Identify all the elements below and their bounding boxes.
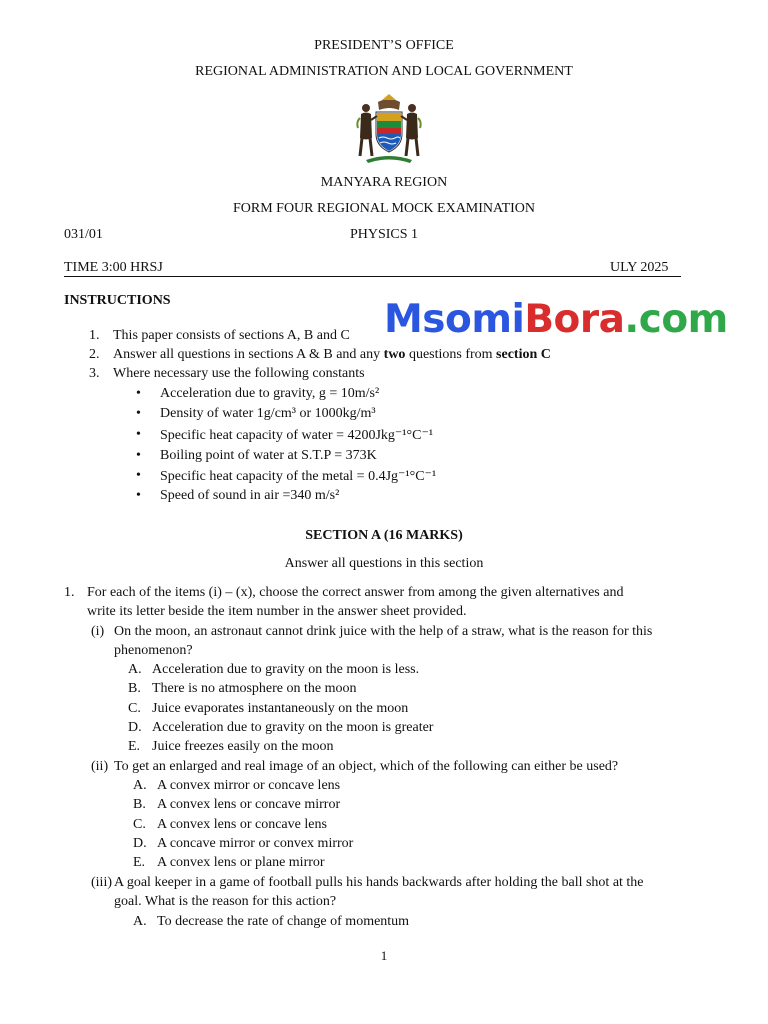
coat-of-arms-emblem	[352, 94, 426, 164]
option-text: A convex lens or concave lens	[157, 817, 327, 832]
time-allowed: TIME 3:00 HRSJ	[64, 260, 163, 275]
option-row	[128, 720, 433, 736]
option-letter: C.	[128, 701, 141, 716]
option-letter: C.	[133, 817, 146, 832]
instruction-text: Where necessary use the following constants	[113, 366, 365, 381]
item-label: (i)	[91, 624, 105, 639]
question-text: For each of the items (i) – (x), choose the correct answer from among the given alternatives and	[87, 585, 624, 600]
item-text: phenomenon?	[114, 643, 193, 658]
option-text: A convex mirror or concave lens	[157, 778, 341, 793]
section-a-title: SECTION A (16 MARKS)	[305, 528, 463, 543]
option-letter: E.	[133, 855, 146, 870]
option-row	[128, 739, 334, 755]
option-row	[133, 778, 340, 794]
item-text: To get an enlarged and real image of an object, which of the following can either be used?	[114, 759, 619, 774]
paper-code: 031/01	[64, 227, 103, 242]
instruction-emphasis: section C	[496, 347, 551, 362]
question-number: 1.	[64, 585, 75, 600]
option-text: To decrease the rate of change of momentum	[157, 914, 410, 929]
option-text: Juice evaporates instantaneously on the moon	[152, 701, 409, 716]
option-text: Acceleration due to gravity on the moon is less.	[152, 662, 420, 677]
bullet-dot: •	[136, 406, 141, 421]
constant-item: Specific heat capacity of the metal = 0.4Jg⁻¹°C⁻¹	[160, 469, 437, 484]
item-text: On the moon, an astronaut cannot drink juice with the help of a straw, what is the reason for this	[114, 624, 653, 639]
option-row	[133, 855, 325, 871]
option-row	[133, 797, 340, 813]
bullet-dot: •	[136, 427, 141, 442]
constant-item: Boiling point of water at S.T.P = 373K	[160, 448, 377, 463]
header-line-regional-administration: REGIONAL ADMINISTRATION AND LOCAL GOVERNMENT	[195, 64, 573, 79]
option-text: Juice freezes easily on the moon	[152, 739, 334, 754]
exam-title: FORM FOUR REGIONAL MOCK EXAMINATION	[232, 201, 536, 216]
option-letter: A.	[128, 662, 142, 677]
instruction-emphasis: two	[383, 347, 406, 362]
constant-item: Acceleration due to gravity, g = 10m/s²	[160, 386, 380, 401]
constant-item: Specific heat capacity of water = 4200Jkg⁻¹°C⁻¹	[160, 428, 434, 443]
bullet-dot: •	[136, 468, 141, 483]
option-row	[128, 662, 419, 678]
instruction-text: This paper consists of sections A, B and C	[113, 328, 350, 343]
item-label: (ii)	[91, 759, 109, 774]
option-letter: E.	[128, 739, 141, 754]
page-number: 1	[380, 948, 388, 963]
instruction-number: 1.	[89, 328, 100, 343]
instructions-title: INSTRUCTIONS	[64, 293, 171, 308]
option-row	[128, 681, 357, 697]
option-row	[133, 817, 327, 833]
option-text: A convex lens or plane mirror	[157, 855, 325, 870]
section-a-subtitle: Answer all questions in this section	[284, 556, 484, 571]
question-text: write its letter beside the item number in the answer sheet provided.	[87, 604, 467, 619]
option-letter: B.	[133, 797, 146, 812]
option-letter: D.	[128, 720, 142, 735]
option-text: Acceleration due to gravity on the moon is greater	[152, 720, 434, 735]
msomibora-watermark	[384, 296, 728, 344]
option-text: A convex lens or concave mirror	[157, 797, 341, 812]
bullet-dot: •	[136, 488, 141, 503]
option-row	[128, 701, 408, 717]
instruction-item	[89, 347, 551, 363]
instruction-item	[89, 328, 350, 344]
subject-title: PHYSICS 1	[349, 227, 419, 242]
option-letter: A.	[133, 778, 147, 793]
watermark-part-bora: Bora	[524, 297, 625, 342]
option-text: There is no atmosphere on the moon	[152, 681, 357, 696]
instruction-item	[89, 366, 365, 382]
option-row	[133, 836, 353, 852]
constant-item: Speed of sound in air =340 m/s²	[160, 488, 340, 503]
instruction-number: 2.	[89, 347, 100, 362]
bullet-dot: •	[136, 448, 141, 463]
option-row	[133, 914, 409, 930]
instruction-text: Answer all questions in sections A & B and any	[113, 347, 384, 362]
item-text: A goal keeper in a game of football pulls his hands backwards after holding the ball shot at the	[114, 875, 644, 890]
watermark-part-msomi: Msomi	[384, 297, 525, 342]
region-title: MANYARA REGION	[320, 175, 448, 190]
item-text: goal. What is the reason for this action?	[114, 894, 337, 909]
option-text: A concave mirror or convex mirror	[157, 836, 354, 851]
bullet-dot: •	[136, 386, 141, 401]
exam-date: ULY 2025	[610, 260, 669, 275]
option-letter: B.	[128, 681, 141, 696]
option-letter: A.	[133, 914, 147, 929]
constant-item: Density of water 1g/cm³ or 1000kg/m³	[160, 406, 376, 421]
instruction-number: 3.	[89, 366, 100, 381]
item-label: (iii)	[91, 875, 112, 890]
instruction-text: questions from	[405, 347, 497, 362]
option-letter: D.	[133, 836, 147, 851]
watermark-part-com: .com	[624, 297, 728, 342]
header-line-presidents-office: PRESIDENT’S OFFICE	[314, 38, 454, 53]
